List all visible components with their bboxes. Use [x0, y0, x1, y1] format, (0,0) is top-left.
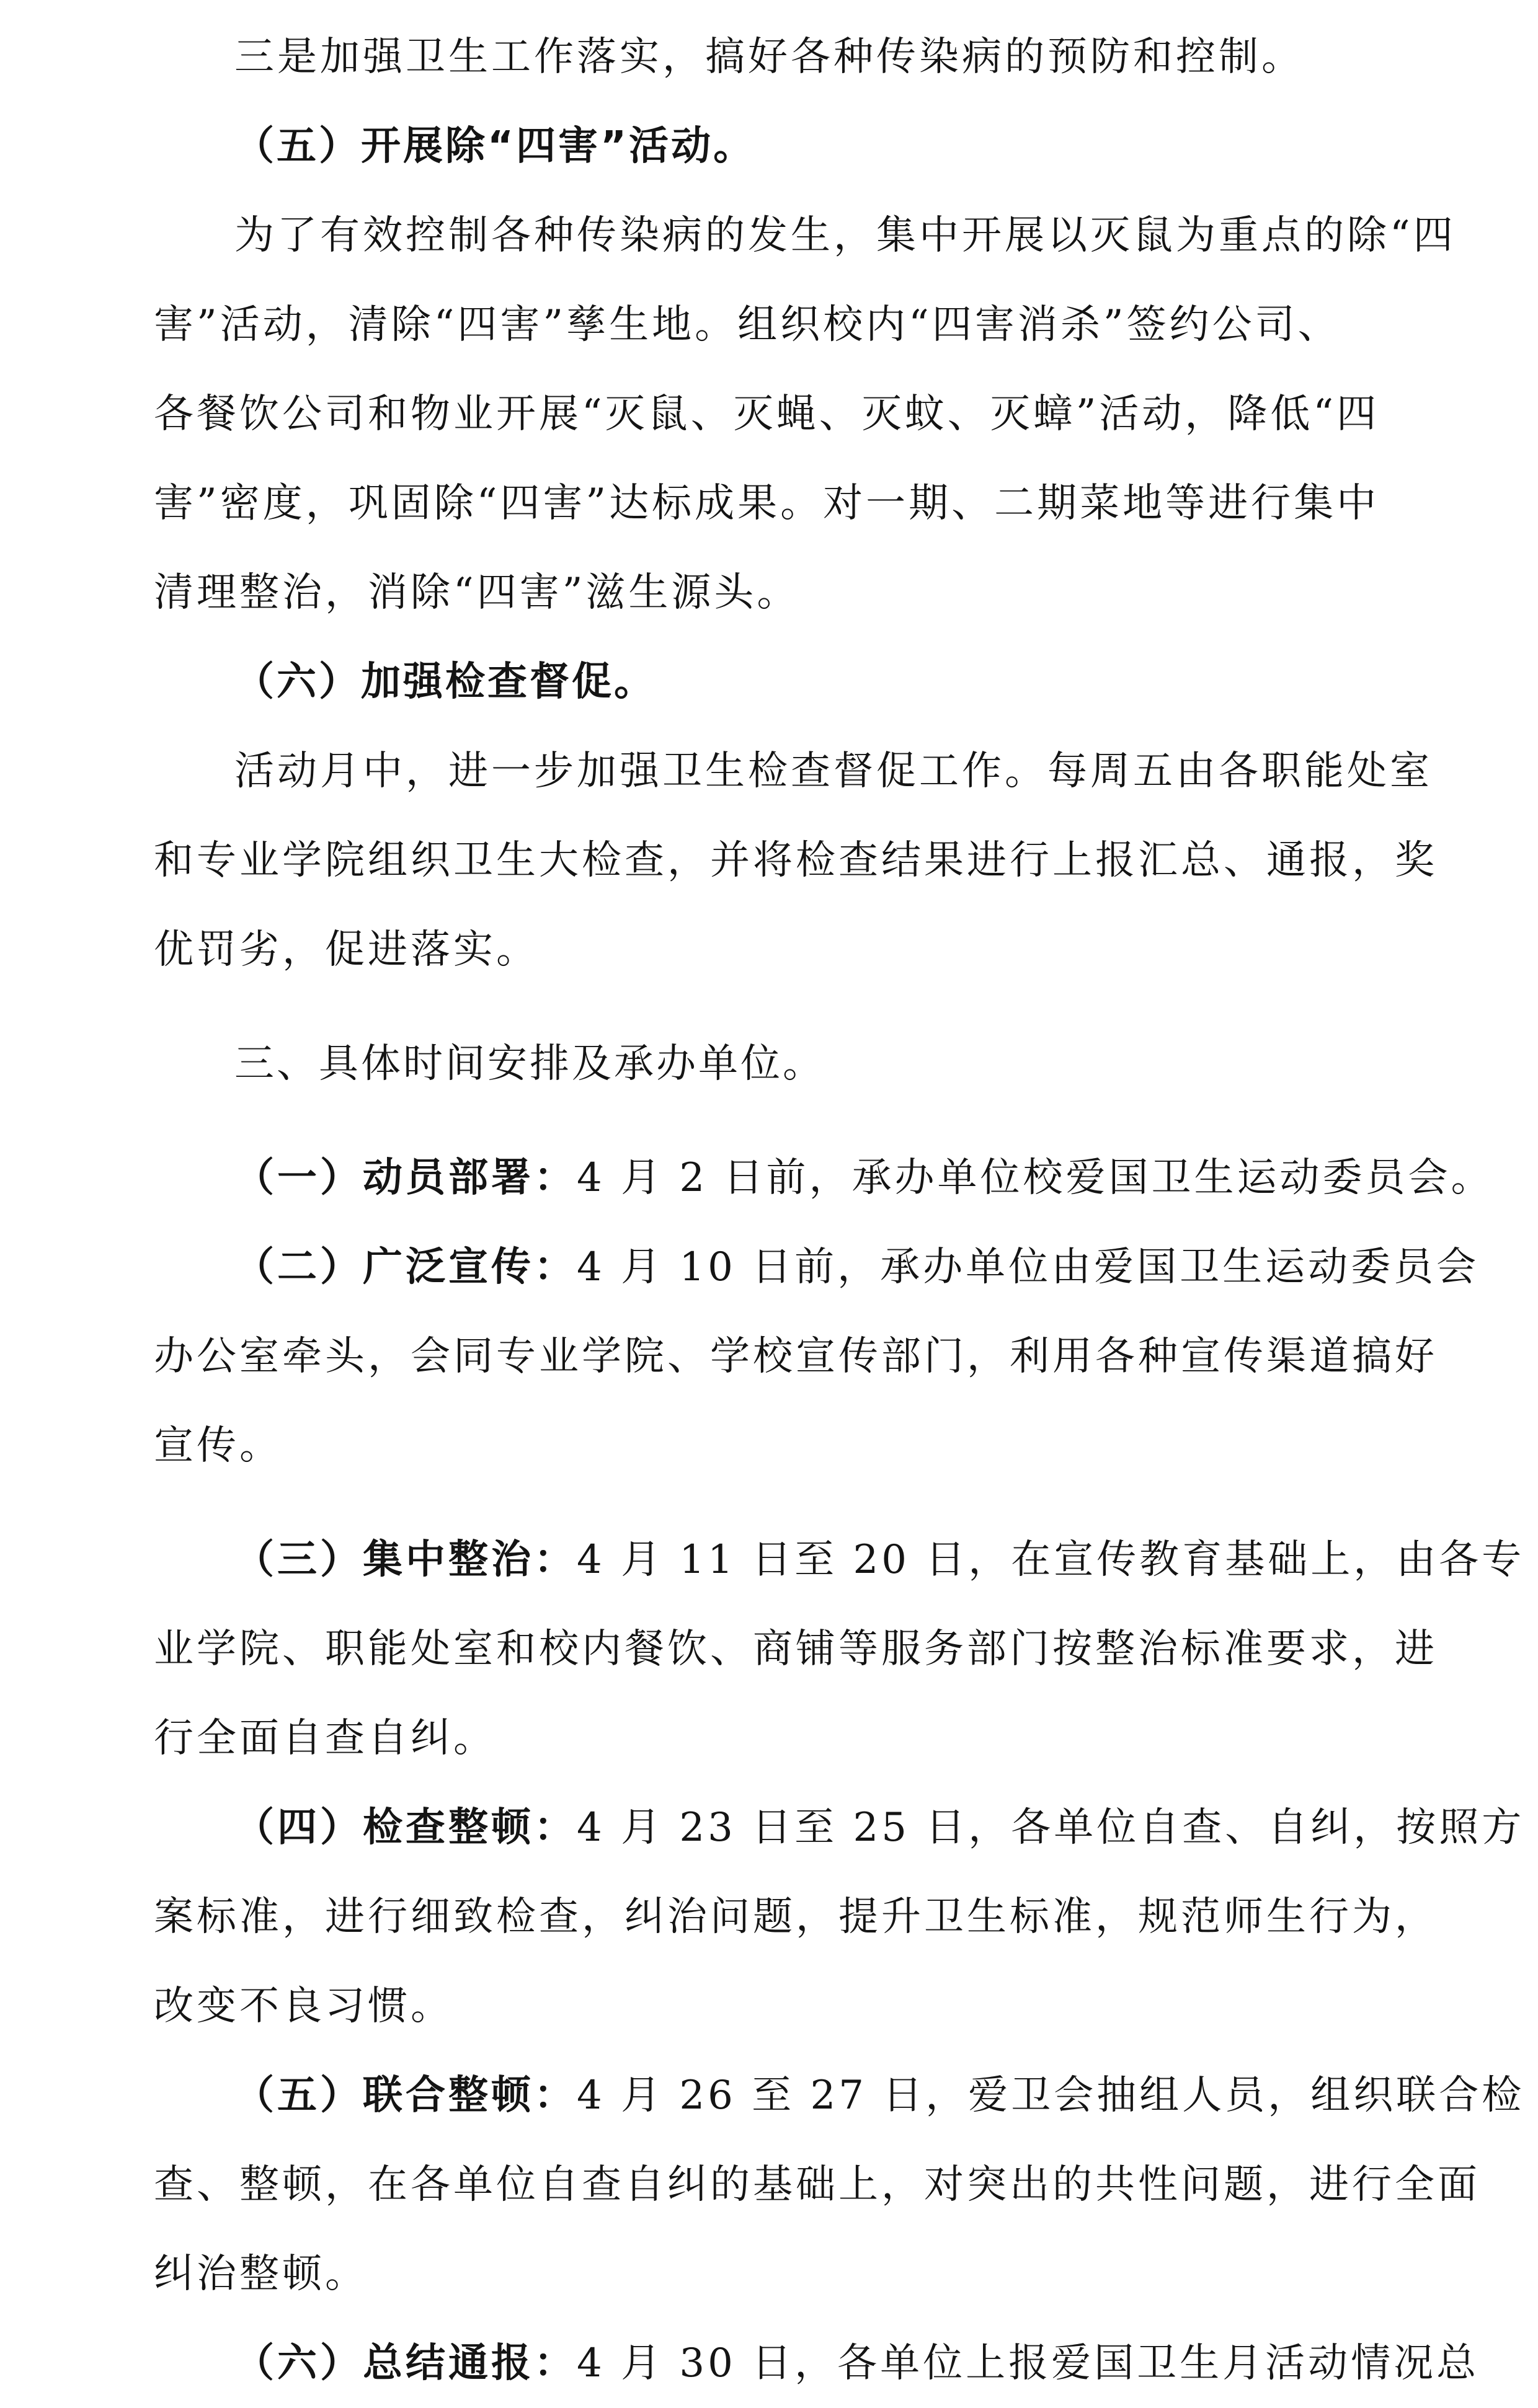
schedule-item-label: （六）总结通报： — [234, 2340, 577, 2386]
paragraph-line: 为了有效控制各种传染病的发生，集中开展以灭鼠为重点的除“四 — [234, 213, 1456, 259]
schedule-item-label: （四）检查整顿： — [234, 1805, 577, 1851]
paragraph-line: 纠治整顿。 — [154, 2251, 368, 2297]
paragraph-line: 和专业学院组织卫生大检查，并将检查结果进行上报汇总、通报，奖 — [154, 838, 1438, 883]
section-spacer — [154, 1109, 1369, 1133]
paragraph-line: 各餐饮公司和物业开展“灭鼠、灭蝇、灭蚊、灭蟑”活动，降低“四 — [154, 391, 1380, 437]
paragraph-line: 害”活动，清除“四害”孳生地。组织校内“四害消杀”签约公司、 — [154, 302, 1341, 348]
paragraph-line: 办公室牵头，会同专业学院、学校宣传部门，利用各种宣传渠道搞好 — [154, 1334, 1438, 1379]
subheading-inspection-supervision: （六）加强检查督促。 — [234, 659, 656, 705]
schedule-item-summary-report — [154, 2319, 1480, 2408]
paragraph-line: 优罚劣，促进落实。 — [154, 927, 539, 973]
schedule-item-text: 4 月 10 日前，承办单位由爱国卫生运动委员会 — [577, 1244, 1480, 1290]
schedule-item-label: （二）广泛宣传： — [234, 1244, 577, 1290]
schedule-item-rectification — [154, 1515, 1525, 1605]
schedule-item-label: （一）动员部署： — [234, 1155, 577, 1201]
paragraph-line: 案标准，进行细致检查，纠治问题，提升卫生标准，规范师生行为， — [154, 1894, 1438, 1940]
schedule-item-text: 4 月 26 至 27 日，爱卫会抽组人员，组织联合检 — [577, 2073, 1525, 2118]
schedule-item-mobilization — [154, 1133, 1494, 1223]
paragraph-line: 活动月中，进一步加强卫生检查督促工作。每周五由各职能处室 — [234, 748, 1433, 794]
paragraph-line: 三是加强卫生工作落实，搞好各种传染病的预防和控制。 — [234, 34, 1304, 80]
schedule-item-text: 4 月 30 日，各单位上报爱国卫生月活动情况总 — [577, 2340, 1480, 2386]
section-title-schedule: 三、具体时间安排及承办单位。 — [234, 1041, 825, 1087]
paragraph-line: 查、整顿，在各单位自查自纠的基础上，对突出的共性问题，进行全面 — [154, 2162, 1480, 2208]
paragraph-line: 改变不良习惯。 — [154, 1983, 453, 2029]
schedule-item-text: 4 月 11 日至 20 日，在宣传教育基础上，由各专 — [577, 1537, 1525, 1583]
schedule-item-label: （五）联合整顿： — [234, 2073, 577, 2118]
subheading-eradicate-four-pests: （五）开展除“四害”活动。 — [234, 123, 756, 169]
paragraph-line: 行全面自查自纠。 — [154, 1715, 496, 1761]
schedule-item-inspection — [154, 1783, 1525, 1872]
document-page — [154, 12, 1525, 2408]
paragraph-line: 害”密度，巩固除“四害”达标成果。对一期、二期菜地等进行集中 — [154, 480, 1380, 526]
item-spacer — [154, 1490, 1369, 1515]
paragraph-line: 清理整治，消除“四害”滋生源头。 — [154, 570, 800, 616]
schedule-item-text: 4 月 2 日前，承办单位校爱国卫生运动委员会。 — [577, 1155, 1494, 1201]
schedule-item-joint-rectification — [154, 2051, 1525, 2140]
schedule-item-publicity — [154, 1223, 1480, 1312]
paragraph-line: 宣传。 — [154, 1423, 282, 1469]
schedule-item-text: 4 月 23 日至 25 日，各单位自查、自纠，按照方 — [577, 1805, 1525, 1851]
section-spacer — [154, 994, 1369, 1019]
paragraph-line: 业学院、职能处室和校内餐饮、商铺等服务部门按整治标准要求，进 — [154, 1626, 1438, 1672]
schedule-item-label: （三）集中整治： — [234, 1537, 577, 1583]
